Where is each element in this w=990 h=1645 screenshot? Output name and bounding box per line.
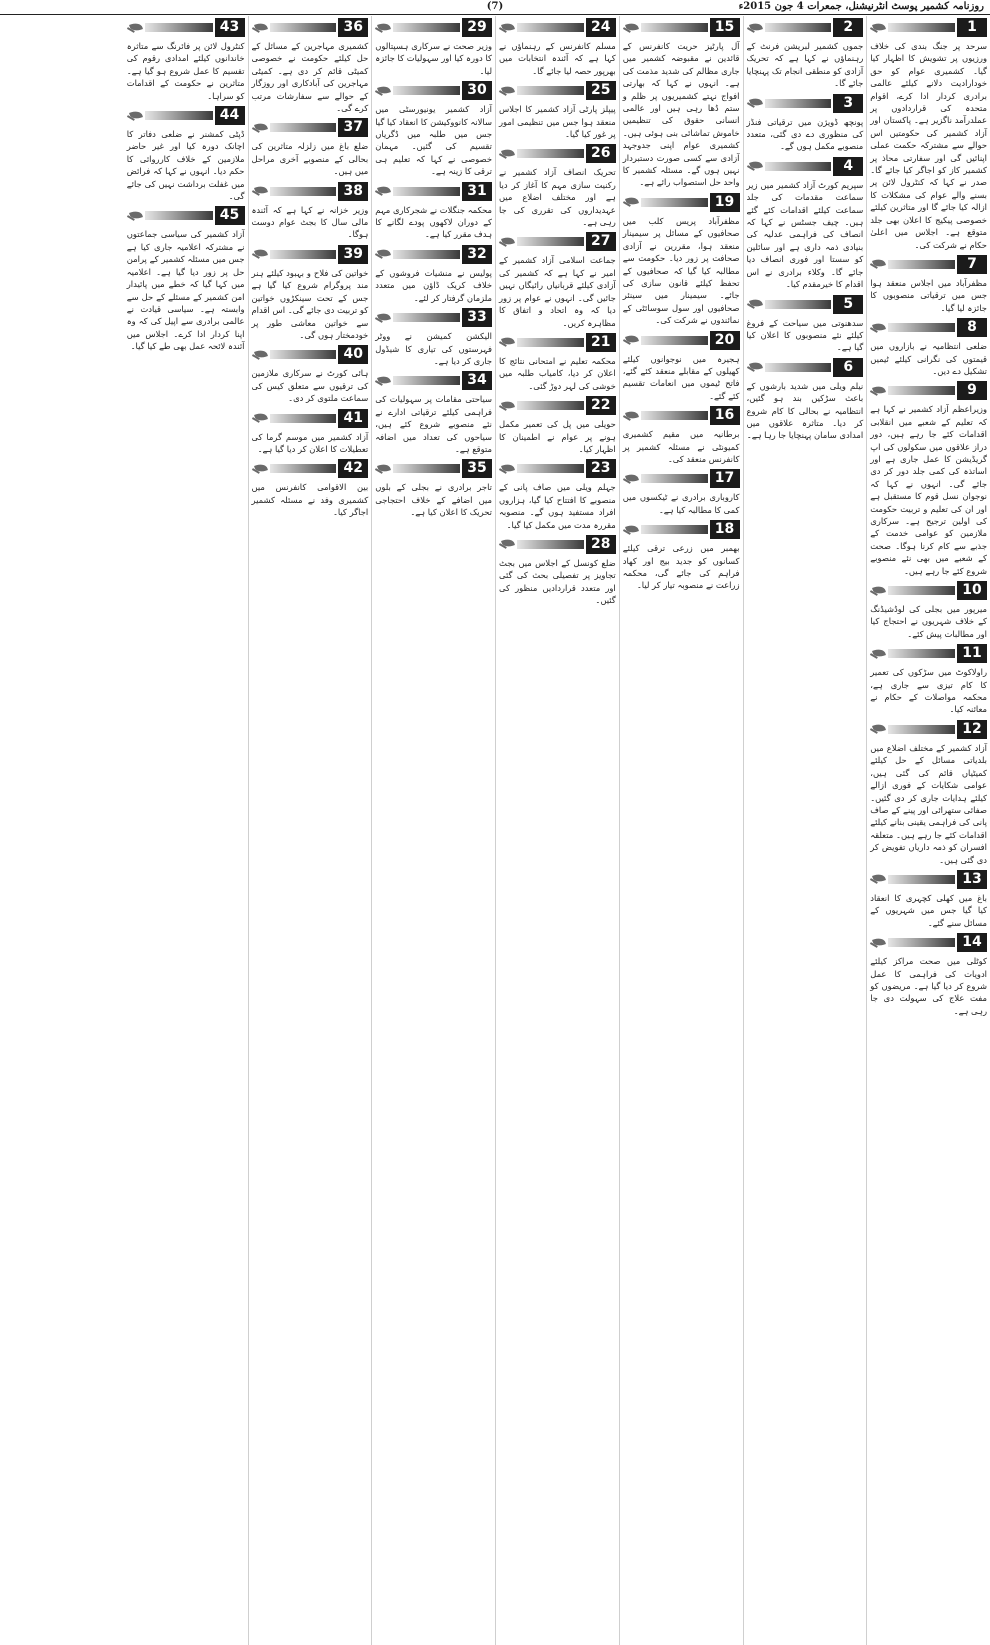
item-text: بین الاقوامی کانفرنس میں کشمیری وفد نے مسئلہ کشمیر اجاگر کیا۔	[251, 482, 369, 518]
item-heading	[375, 182, 492, 201]
item-text: پیپلز پارٹی آزاد کشمیر کا اجلاس منعقد ہوا جس میں تنظیمی امور پر غور کیا گیا۔	[499, 104, 616, 140]
item-text: پولیس نے منشیات فروشوں کے خلاف کریک ڈاؤن میں متعدد ملزمان گرفتار کر لئے۔	[375, 267, 492, 303]
news-item	[870, 870, 987, 929]
news-item	[252, 182, 369, 241]
item-text: ڈپٹی کمشنر نے ضلعی دفاتر کا اچانک دورہ کیا اور غیر حاضر ملازمین کے خلاف کارروائی کا حکم دیا۔ انہوں نے کہا کہ فرائض میں غفلت برداشت نہیں کی جائے گی۔	[126, 129, 245, 202]
leaf-icon	[623, 407, 641, 425]
news-item	[623, 331, 740, 403]
item-heading	[870, 255, 987, 274]
news-page	[0, 16, 990, 1645]
item-heading	[375, 18, 492, 37]
leaf-icon	[499, 82, 517, 100]
item-text: سدھنوتی میں سیاحت کے فروغ کیلئے نئے منصوبوں کا اعلان کیا گیا ہے۔	[746, 317, 864, 353]
item-number-badge: 35	[462, 459, 492, 478]
item-number-badge: 25	[586, 81, 616, 100]
news-item	[252, 409, 369, 456]
news-column	[124, 16, 248, 1645]
item-number-badge: 34	[462, 371, 492, 390]
item-text: بھمبر میں زرعی ترقی کیلئے کسانوں کو جدید بیج اور کھاد فراہم کی جائے گی، محکمہ زراعت نے منصوبہ تیار کر لیا۔	[622, 543, 740, 591]
news-item	[870, 18, 987, 251]
item-number-badge: 39	[338, 245, 368, 264]
heading-gradient-bar	[517, 86, 584, 95]
heading-gradient-bar	[393, 464, 460, 473]
news-column	[619, 16, 743, 1645]
item-number-badge: 32	[462, 245, 492, 264]
item-number-badge: 17	[710, 469, 740, 488]
news-item	[870, 255, 987, 314]
item-text: سپریم کورٹ آزاد کشمیر میں زیر سماعت مقدمات کی جلد سماعت کیلئے اقدامات کئے گئے ہیں۔ چیف جسٹس نے کہا کہ انصاف کی فراہمی عدلیہ کی بنیادی ذمہ داری ہے اور سائلین کو سستا اور فوری انصاف دیا جائے گا۔ وکلاء برادری نے اس اقدام کا خیرمقدم کیا۔	[746, 179, 864, 290]
item-heading	[870, 381, 987, 400]
news-item	[623, 193, 740, 327]
news-item	[747, 18, 864, 90]
item-number-badge: 2	[833, 18, 863, 37]
heading-gradient-bar	[888, 938, 955, 947]
heading-gradient-bar	[888, 260, 955, 269]
heading-gradient-bar	[145, 111, 213, 120]
heading-gradient-bar	[765, 23, 832, 32]
item-text: تحریک انصاف آزاد کشمیر نے رکنیت سازی مہم کا آغاز کر دیا ہے اور مختلف اضلاع میں عہدیداروں کی تقرری کی جا رہی ہے۔	[499, 167, 616, 228]
item-number-badge: 9	[957, 381, 987, 400]
item-number-badge: 24	[586, 18, 616, 37]
item-heading	[499, 144, 616, 163]
news-item	[870, 381, 987, 577]
item-number-badge: 44	[215, 106, 245, 125]
item-text: محکمہ جنگلات نے شجرکاری مہم کے دوران لاکھوں پودے لگانے کا ہدف مقرر کیا ہے۔	[375, 204, 492, 240]
heading-gradient-bar	[145, 23, 213, 32]
leaf-icon	[499, 233, 517, 251]
leaf-icon	[499, 19, 517, 37]
item-text: ضلعی انتظامیہ نے بازاروں میں قیمتوں کی نگرانی کیلئے ٹیمیں تشکیل دے دیں۔	[870, 341, 987, 376]
item-number-badge: 36	[338, 18, 368, 37]
item-heading	[252, 118, 369, 137]
news-item	[375, 245, 492, 304]
item-text: محکمہ تعلیم نے امتحانی نتائج کا اعلان کر دیا، کامیاب طلبہ میں خوشی کی لہر دوڑ گئی۔	[499, 355, 616, 391]
heading-gradient-bar	[641, 474, 708, 483]
item-number-badge: 1	[957, 18, 987, 37]
heading-gradient-bar	[641, 336, 708, 345]
item-number-badge: 20	[710, 331, 740, 350]
item-text: جہلم ویلی میں صاف پانی کے منصوبے کا افتتاح کیا گیا، ہزاروں افراد مستفید ہوں گے۔ منصوبہ مقررہ مدت میں مکمل کیا گیا۔	[499, 482, 616, 530]
heading-gradient-bar	[270, 350, 337, 359]
news-item	[375, 459, 492, 518]
item-text: ہجیرہ میں نوجوانوں کیلئے کھیلوں کے مقابلے منعقد کئے گئے، فاتح ٹیموں میں انعامات تقسیم کئے گئے۔	[622, 353, 740, 401]
heading-gradient-bar	[765, 363, 832, 372]
item-text: آزاد کشمیر کی سیاسی جماعتوں نے مشترکہ اعلامیہ جاری کیا ہے جس میں مسئلہ کشمیر کے پرامن حل پر زور دیا گیا ہے۔ اعلامیہ میں کہا گیا کہ خطے میں پائیدار امن کشمیر کے مسئلے کے حل سے وابستہ ہے۔ سیاسی قیادت نے عالمی برادری سے اپیل کی کہ وہ اپنا کردار ادا کرے۔ اجلاس میں آئندہ لائحہ عمل بھی طے کیا گیا۔	[126, 229, 245, 352]
item-heading	[252, 182, 369, 201]
item-heading	[127, 106, 245, 125]
heading-gradient-bar	[641, 23, 708, 32]
heading-gradient-bar	[393, 23, 460, 32]
item-text: جماعت اسلامی آزاد کشمیر کے امیر نے کہا ہے کہ کشمیر کی آزادی کیلئے قربانیاں رائیگاں نہیں جائیں گی۔ انہوں نے عوام پر زور دیا کہ وہ اتحاد و اتفاق کا مظاہرہ کریں۔	[499, 255, 616, 328]
leaf-icon	[252, 19, 270, 37]
item-heading	[499, 396, 616, 415]
heading-gradient-bar	[641, 411, 708, 420]
news-item	[252, 118, 369, 177]
item-text: سیاحتی مقامات پر سہولیات کی فراہمی کیلئے ترقیاتی ادارے نے نئے منصوبے شروع کئے ہیں، سیاحوں کی تعداد میں اضافہ متوقع ہے۔	[375, 394, 492, 454]
heading-gradient-bar	[145, 211, 213, 220]
leaf-icon	[623, 193, 641, 211]
item-number-badge: 37	[338, 118, 368, 137]
item-number-badge: 10	[957, 581, 987, 600]
news-item	[623, 469, 740, 516]
item-number-badge: 38	[338, 182, 368, 201]
leaf-icon	[375, 372, 393, 390]
page-header	[0, 0, 990, 15]
heading-gradient-bar	[888, 649, 955, 658]
item-number-badge: 26	[586, 144, 616, 163]
item-number-badge: 21	[586, 333, 616, 352]
item-number-badge: 5	[833, 295, 863, 314]
item-heading	[499, 459, 616, 478]
item-heading	[375, 371, 492, 390]
heading-gradient-bar	[888, 23, 955, 32]
heading-gradient-bar	[270, 250, 337, 259]
item-number-badge: 6	[833, 358, 863, 377]
item-text: برطانیہ میں مقیم کشمیری کمیونٹی نے مسئلہ کشمیر پر کانفرنس منعقد کی۔	[622, 429, 740, 464]
heading-gradient-bar	[393, 376, 460, 385]
item-number-badge: 40	[338, 345, 368, 364]
leaf-icon	[499, 333, 517, 351]
heading-gradient-bar	[393, 86, 460, 95]
item-heading	[870, 581, 987, 600]
item-heading	[623, 406, 740, 425]
heading-gradient-bar	[517, 540, 584, 549]
news-item	[375, 18, 492, 77]
item-number-badge: 13	[957, 870, 987, 889]
news-item	[747, 157, 864, 291]
heading-gradient-bar	[765, 162, 832, 171]
news-item	[127, 18, 245, 102]
item-text: حویلی میں پل کی تعمیر مکمل ہونے پر عوام نے اطمینان کا اظہار کیا۔	[499, 419, 616, 454]
item-heading	[623, 18, 740, 37]
item-text: آزاد کشمیر کے مختلف اضلاع میں بلدیاتی مسائل کے حل کیلئے کمیٹیاں قائم کی گئی ہیں، عوامی شکایات کے فوری ازالے کیلئے ہدایات جاری کر دی گئیں۔ صفائی ستھرائی اور پینے کے صاف پانی کی فراہمی یقینی بنانے کیلئے اقدامات کئے جا رہے ہیں۔ متعلقہ افسران کو ذمہ داریاں تفویض کر دی گئی ہیں۔	[870, 742, 987, 865]
item-number-badge: 12	[957, 720, 987, 739]
item-heading	[747, 18, 864, 37]
news-item	[252, 245, 369, 341]
item-text: خواتین کی فلاح و بہبود کیلئے ہنر مند پروگرام شروع کیا گیا ہے جس کے تحت سینکڑوں خواتین کو تربیت دی جائے گی۔ اس اقدام سے خواتین معاشی طور پر خودمختار ہوں گی۔	[251, 267, 369, 340]
leaf-icon	[252, 119, 270, 137]
item-text: ضلع کونسل کے اجلاس میں بجٹ تجاویز پر تفصیلی بحث کی گئی اور متعدد قراردادیں منظور کی گئیں۔	[499, 557, 616, 606]
item-heading	[747, 358, 864, 377]
heading-gradient-bar	[641, 198, 708, 207]
item-number-badge: 15	[710, 18, 740, 37]
item-heading	[252, 409, 369, 428]
news-column	[866, 16, 990, 1645]
news-item	[127, 106, 245, 202]
item-heading	[870, 870, 987, 889]
item-heading	[870, 644, 987, 663]
leaf-icon	[252, 409, 270, 427]
news-item	[623, 520, 740, 592]
news-column	[371, 16, 495, 1645]
leaf-icon	[375, 182, 393, 200]
leaf-icon	[870, 582, 888, 600]
leaf-icon	[870, 382, 888, 400]
item-text: نیلم ویلی میں شدید بارشوں کے باعث سڑکیں بند ہو گئیں، انتظامیہ نے بحالی کا کام شروع کر دیا۔ متاثرہ علاقوں میں امدادی سامان پہنچایا جا رہا ہے۔	[746, 380, 864, 441]
leaf-icon	[870, 720, 888, 738]
leaf-icon	[747, 157, 765, 175]
leaf-icon	[375, 19, 393, 37]
leaf-icon	[127, 19, 145, 37]
heading-gradient-bar	[517, 338, 584, 347]
news-item	[870, 933, 987, 1017]
item-heading	[499, 535, 616, 554]
item-heading	[252, 345, 369, 364]
heading-gradient-bar	[765, 99, 832, 108]
item-number-badge: 19	[710, 193, 740, 212]
leaf-icon	[375, 460, 393, 478]
item-text: وزیر خزانہ نے کہا ہے کہ آئندہ مالی سال کا بجٹ عوام دوست ہوگا۔	[251, 204, 369, 240]
item-text: مسلم کانفرنس کے رہنماؤں نے کہا ہے کہ آئندہ انتخابات میں بھرپور حصہ لیا جائے گا۔	[499, 41, 616, 76]
item-heading	[499, 333, 616, 352]
heading-gradient-bar	[888, 323, 955, 332]
leaf-icon	[747, 295, 765, 313]
heading-gradient-bar	[270, 123, 337, 132]
heading-gradient-bar	[888, 875, 955, 884]
item-number-badge: 23	[586, 459, 616, 478]
item-number-badge: 7	[957, 255, 987, 274]
heading-gradient-bar	[270, 414, 337, 423]
item-heading	[747, 157, 864, 176]
leaf-icon	[870, 255, 888, 273]
heading-gradient-bar	[270, 464, 337, 473]
news-item	[252, 459, 369, 518]
leaf-icon	[375, 245, 393, 263]
item-text: پونچھ ڈویژن میں ترقیاتی فنڈز کی منظوری دے دی گئی، متعدد منصوبے مکمل ہوں گے۔	[746, 116, 864, 152]
item-text: ضلع باغ میں زلزلہ متاثرین کی بحالی کے منصوبے آخری مراحل میں ہیں۔	[251, 141, 369, 177]
leaf-icon	[499, 460, 517, 478]
heading-gradient-bar	[270, 23, 337, 32]
heading-gradient-bar	[517, 401, 584, 410]
item-text: آل پارٹیز حریت کانفرنس کے قائدین نے مقبوضہ کشمیر میں جاری مظالم کی شدید مذمت کی ہے۔ انہوں نے کہا کہ بھارتی افواج نہتے کشمیریوں پر ظلم و ستم ڈھا رہی ہیں اور عالمی انسانی حقوق کی تنظیمیں خاموش تماشائی بنی ہوئی ہیں۔ کشمیری عوام اپنی جدوجہد آزادی سے کسی صورت دستبردار نہیں ہوں گے۔ مسئلہ کشمیر کا واحد حل استصواب رائے ہے۔	[622, 41, 740, 188]
item-heading	[747, 94, 864, 113]
item-text: الیکشن کمیشن نے ووٹر فہرستوں کی تیاری کا شیڈول جاری کر دیا ہے۔	[375, 331, 492, 366]
heading-gradient-bar	[765, 300, 832, 309]
item-text: کوٹلی میں صحت مراکز کیلئے ادویات کی فراہمی کا عمل شروع کر دیا گیا ہے۔ مریضوں کو مفت علاج کی سہولت دی جا رہی ہے۔	[870, 956, 987, 1016]
leaf-icon	[870, 319, 888, 337]
item-text: کاروباری برادری نے ٹیکسوں میں کمی کا مطالبہ کیا ہے۔	[622, 492, 740, 515]
item-heading	[623, 469, 740, 488]
news-item	[499, 144, 616, 228]
news-item	[127, 206, 245, 352]
item-heading	[747, 295, 864, 314]
item-text: سرحد پر جنگ بندی کی خلاف ورزیوں پر تشویش کا اظہار کیا گیا۔ کشمیری عوام کو حق خودارادیت دلانے کیلئے عالمی برادری کردار ادا کرے، اقوام متحدہ کی قراردادوں پر عملدرآمد ناگزیر ہے۔ پاکستان اور آزاد کشمیر کی حکومتیں اس حوالے سے مشترکہ حکمت عملی اپنائیں گی اور سفارتی محاذ پر کشمیر کاز کو اجاگر کیا جائے گا۔ صدر نے کہا کہ کنٹرول لائن پر بسنے والے عوام کی مشکلات کا ازالہ کیا جائے گا اور متاثرین کیلئے خصوصی پیکیج کا اعلان بھی جلد متوقع ہے۔ اجلاس میں اعلیٰ حکام نے شرکت کی۔	[870, 41, 987, 250]
item-number-badge: 18	[710, 520, 740, 539]
news-column	[248, 16, 372, 1645]
item-text: کنٹرول لائن پر فائرنگ سے متاثرہ خاندانوں کیلئے امدادی رقوم کی تقسیم کا عمل شروع ہو گیا ہے۔ متاثرین نے حکومت کے اقدامات کو سراہا۔	[126, 41, 245, 101]
news-item	[499, 535, 616, 607]
item-heading	[127, 18, 245, 37]
news-item	[870, 720, 987, 866]
item-heading	[252, 459, 369, 478]
news-item	[499, 333, 616, 392]
heading-gradient-bar	[393, 250, 460, 259]
heading-gradient-bar	[888, 386, 955, 395]
leaf-icon	[499, 535, 517, 553]
leaf-icon	[623, 470, 641, 488]
news-item	[870, 581, 987, 640]
item-heading	[375, 81, 492, 100]
news-item	[747, 358, 864, 442]
item-number-badge: 27	[586, 232, 616, 251]
leaf-icon	[870, 934, 888, 952]
leaf-icon	[747, 358, 765, 376]
item-heading	[375, 308, 492, 327]
leaf-icon	[870, 870, 888, 888]
item-heading	[499, 232, 616, 251]
news-item	[499, 18, 616, 77]
item-heading	[623, 331, 740, 350]
news-item	[747, 94, 864, 153]
item-number-badge: 41	[338, 409, 368, 428]
leaf-icon	[252, 346, 270, 364]
heading-gradient-bar	[888, 725, 955, 734]
item-number-badge: 45	[215, 206, 245, 225]
item-heading	[499, 81, 616, 100]
item-text: جموں کشمیر لبریشن فرنٹ کے رہنماؤں نے کہا ہے کہ تحریک آزادی کو منطقی انجام تک پہنچایا جائے گا۔	[746, 41, 864, 89]
item-text: راولاکوٹ میں سڑکوں کی تعمیر کا کام تیزی سے جاری ہے، محکمہ مواصلات کے حکام نے معائنہ کیا۔	[870, 667, 987, 715]
item-number-badge: 3	[833, 94, 863, 113]
leaf-icon	[375, 82, 393, 100]
news-column	[495, 16, 619, 1645]
page-number: (7)	[486, 1, 504, 12]
item-number-badge: 28	[586, 535, 616, 554]
news-item	[499, 81, 616, 140]
item-number-badge: 43	[215, 18, 245, 37]
item-heading	[623, 520, 740, 539]
item-heading	[870, 18, 987, 37]
item-text: باغ میں کھلی کچہری کا انعقاد کیا گیا جس میں شہریوں کے مسائل سنے گئے۔	[870, 892, 987, 928]
item-number-badge: 31	[462, 182, 492, 201]
news-item	[252, 345, 369, 404]
news-item	[252, 18, 369, 114]
heading-gradient-bar	[393, 187, 460, 196]
news-column	[743, 16, 867, 1645]
news-item	[499, 459, 616, 531]
item-heading	[623, 193, 740, 212]
item-heading	[499, 18, 616, 37]
leaf-icon	[623, 19, 641, 37]
item-text: ہائی کورٹ نے سرکاری ملازمین کی ترقیوں سے متعلق کیس کی سماعت ملتوی کر دی۔	[251, 368, 369, 404]
leaf-icon	[499, 397, 517, 415]
item-text: مظفرآباد پریس کلب میں صحافیوں کے مسائل پر سیمینار منعقد ہوا، مقررین نے آزادی صحافت پر زور دیا۔ حکومت سے مطالبہ کیا گیا کہ صحافیوں کے تحفظ کیلئے قانون سازی کی جائے۔ سیمینار میں سینئر صحافیوں اور سول سوسائٹی کے نمائندوں نے شرکت کی۔	[622, 215, 740, 326]
heading-gradient-bar	[888, 586, 955, 595]
item-heading	[252, 18, 369, 37]
item-text: وزیر صحت نے سرکاری ہسپتالوں کا دورہ کیا اور سہولیات کا جائزہ لیا۔	[375, 41, 492, 76]
news-item	[623, 18, 740, 189]
news-item	[623, 406, 740, 465]
item-number-badge: 42	[338, 459, 368, 478]
leaf-icon	[747, 19, 765, 37]
leaf-icon	[747, 94, 765, 112]
news-item	[375, 308, 492, 367]
news-item	[375, 81, 492, 177]
heading-gradient-bar	[517, 464, 584, 473]
item-text: آزاد کشمیر میں موسم گرما کی تعطیلات کا اعلان کر دیا گیا ہے۔	[251, 431, 369, 454]
heading-gradient-bar	[517, 23, 584, 32]
news-item	[870, 644, 987, 716]
news-item	[499, 396, 616, 455]
item-text: میرپور میں بجلی کی لوڈشیڈنگ کے خلاف شہریوں نے احتجاج کیا اور مطالبات پیش کئے۔	[870, 604, 987, 639]
item-heading	[870, 318, 987, 337]
item-number-badge: 4	[833, 157, 863, 176]
item-number-badge: 11	[957, 644, 987, 663]
masthead: روزنامہ کشمیر پوسٹ انٹرنیشنل، جمعرات 4 جون 2015ء	[738, 1, 984, 12]
item-text: مظفرآباد میں اجلاس منعقد ہوا جس میں ترقیاتی منصوبوں کا جائزہ لیا گیا۔	[870, 277, 987, 313]
item-heading	[252, 245, 369, 264]
leaf-icon	[252, 245, 270, 263]
leaf-icon	[127, 107, 145, 125]
item-heading	[870, 933, 987, 952]
item-number-badge: 8	[957, 318, 987, 337]
item-text: تاجر برادری نے بجلی کے بلوں میں اضافے کے خلاف احتجاجی تحریک کا اعلان کیا ہے۔	[375, 482, 492, 518]
item-number-badge: 30	[462, 81, 492, 100]
heading-gradient-bar	[270, 187, 337, 196]
item-text: کشمیری مہاجرین کے مسائل کے حل کیلئے حکومت نے خصوصی کمیٹی قائم کر دی ہے۔ کمیٹی مہاجرین کی آبادکاری اور روزگار کے حوالے سے سفارشات مرتب کرے گی۔	[251, 41, 369, 114]
item-text: آزاد کشمیر یونیورسٹی میں سالانہ کانووکیشن کا انعقاد کیا گیا جس میں طلبہ میں ڈگریاں تقسیم کی گئیں۔ مہمان خصوصی نے کہا کہ تعلیم ہی ترقی کا زینہ ہے۔	[375, 104, 492, 177]
item-heading	[870, 720, 987, 739]
leaf-icon	[375, 309, 393, 327]
leaf-icon	[127, 207, 145, 225]
heading-gradient-bar	[641, 525, 708, 534]
item-text: وزیراعظم آزاد کشمیر نے کہا ہے کہ تعلیم کے شعبے میں انقلابی اقدامات کئے جا رہے ہیں، دور دراز علاقوں میں سکولوں کی اپ گریڈیشن کا عمل جاری ہے اور اساتذہ کی کمی جلد دور کر دی جائے گی۔ انہوں نے کہا کہ نوجوان نسل قوم کا مستقبل ہے اور ان کی تعلیم و تربیت حکومت کی اولین ترجیح ہے۔ سرکاری ملازمین کو عوامی خدمت کے جذبے سے کام کرنا ہوگا۔ صحت کے شعبے میں بھی نئے منصوبے شروع کئے جا رہے ہیں۔	[870, 404, 987, 576]
heading-gradient-bar	[517, 149, 584, 158]
leaf-icon	[623, 331, 641, 349]
item-number-badge: 33	[462, 308, 492, 327]
item-number-badge: 22	[586, 396, 616, 415]
news-item	[375, 182, 492, 241]
item-number-badge: 16	[710, 406, 740, 425]
news-item	[870, 318, 987, 377]
leaf-icon	[252, 460, 270, 478]
item-heading	[375, 245, 492, 264]
news-item	[499, 232, 616, 328]
item-number-badge: 29	[462, 18, 492, 37]
item-number-badge: 14	[957, 933, 987, 952]
leaf-icon	[252, 182, 270, 200]
leaf-icon	[499, 145, 517, 163]
leaf-icon	[623, 521, 641, 539]
item-heading	[127, 206, 245, 225]
news-item	[375, 371, 492, 455]
news-item	[747, 295, 864, 354]
leaf-icon	[870, 645, 888, 663]
heading-gradient-bar	[517, 237, 584, 246]
heading-gradient-bar	[393, 313, 460, 322]
leaf-icon	[870, 19, 888, 37]
item-heading	[375, 459, 492, 478]
